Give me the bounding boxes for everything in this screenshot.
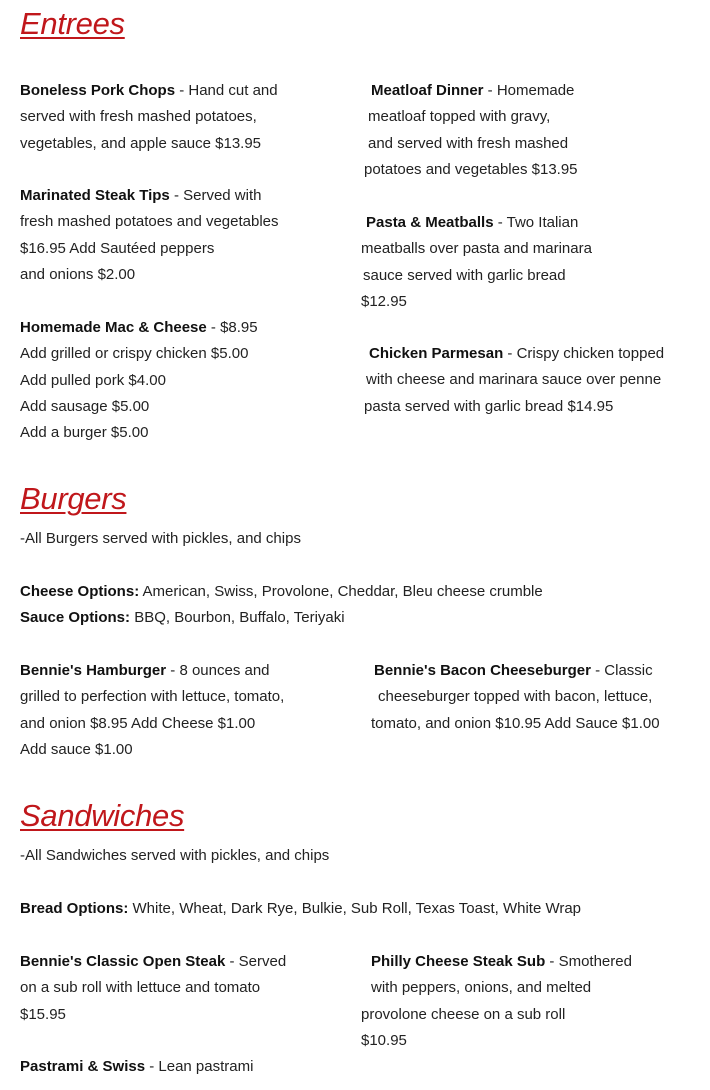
item-desc: meatloaf topped with gravy, [368,108,551,126]
option-label: Bread Options: [20,900,129,917]
item-name: Homemade Mac & Cheese [20,319,207,336]
item-name: Boneless Pork Chops [20,82,176,99]
item-desc: and onions $2.00 [20,265,136,283]
section-note: -All Burgers served with pickles, and chips [20,530,301,547]
philly-cheesesteak-item [361,949,632,1054]
item-desc: and served with fresh mashed [368,134,569,152]
item-desc: - Classic [590,662,653,679]
item-desc: Add grilled or crispy chicken $5.00 [20,345,249,363]
item-name: Bennie's Classic Open Steak [20,953,226,970]
hamburger-item [20,658,284,763]
sandwiches-heading: Sandwiches [20,798,185,833]
chicken-parm-item [364,341,664,420]
option-text: BBQ, Bourbon, Buffalo, Teriyaki [130,609,345,627]
item-desc: pasta served with garlic bread $14.95 [364,397,614,415]
pasta-meatballs-item [361,210,592,315]
item-desc: Add pulled pork $4.00 [20,371,166,389]
item-desc: $16.95 Add Sautéed peppers [20,239,215,257]
meatloaf-item [364,78,578,183]
item-desc: - Served with [169,187,262,204]
item-name: Bennie's Hamburger [20,662,167,679]
item-desc: with cheese and marinara sauce over penne [366,371,662,389]
item-name: Pastrami & Swiss [20,1058,146,1075]
section-note: -All Sandwiches served with pickles, and chips [20,847,330,864]
item-desc: sauce served with garlic bread [363,266,566,284]
item-desc: vegetables, and apple sauce $13.95 [20,134,262,152]
item-desc: - Smothered [545,953,632,970]
item-name: Chicken Parmesan [369,345,504,362]
steak-tips-item [20,183,279,288]
item-desc: and onion $8.95 Add Cheese $1.00 [20,714,256,732]
option-label: Cheese Options: [20,583,140,600]
item-desc: $15.95 [20,1005,66,1023]
item-name: Bennie's Bacon Cheeseburger [374,662,591,679]
item-desc: - Homemade [483,82,575,99]
item-desc: - Lean pastrami [145,1058,254,1075]
option-label: Sauce Options: [20,609,131,627]
item-desc: - Two Italian [493,214,579,231]
item-desc: potatoes and vegetables $13.95 [364,160,578,178]
item-desc: served with fresh mashed potatoes, [20,108,257,126]
burger-options [20,579,543,632]
item-desc: fresh mashed potatoes and vegetables [20,213,279,231]
bacon-cheeseburger-item [371,658,660,737]
pork-chops-item [20,78,278,157]
item-desc: on a sub roll with lettuce and tomato [20,979,261,997]
item-desc: - Served [225,953,287,970]
item-desc: - Crispy chicken topped [503,345,665,362]
item-desc: grilled to perfection with lettuce, tomato, [20,688,285,706]
item-desc: - 8 ounces and [166,662,270,679]
item-desc: - Hand cut and [175,82,278,99]
item-name: Philly Cheese Steak Sub [371,953,546,970]
open-steak-item [20,949,286,1028]
item-name: Marinated Steak Tips [20,187,170,204]
item-desc: cheeseburger topped with bacon, lettuce, [378,688,653,706]
entrees-heading: Entrees [20,6,125,41]
item-desc: $12.95 [361,292,407,310]
item-desc: Add a burger $5.00 [20,424,149,442]
item-desc: meatballs over pasta and marinara [361,240,592,258]
item-desc: with peppers, onions, and melted [371,979,592,997]
burgers-heading: Burgers [20,481,127,516]
item-name: Meatloaf Dinner [371,82,484,99]
item-desc: Add sausage $5.00 [20,397,150,415]
pastrami-item [20,1054,253,1080]
item-desc: provolone cheese on a sub roll [361,1005,566,1023]
option-text: American, Swiss, Provolone, Cheddar, Bleu cheese crumble [139,583,543,600]
item-desc: tomato, and onion $10.95 Add Sauce $1.00 [371,714,660,732]
item-desc: - $8.95 [206,319,258,336]
mac-cheese-item [20,315,258,446]
sandwiches-note [20,843,329,869]
item-desc: $10.95 [361,1031,407,1049]
burgers-note [20,526,301,552]
bread-options [20,896,581,922]
item-name: Pasta & Meatballs [366,214,494,231]
option-text: White, Wheat, Dark Rye, Bulkie, Sub Roll, Texas Toast, White Wrap [128,900,582,917]
item-desc: Add sauce $1.00 [20,740,133,758]
